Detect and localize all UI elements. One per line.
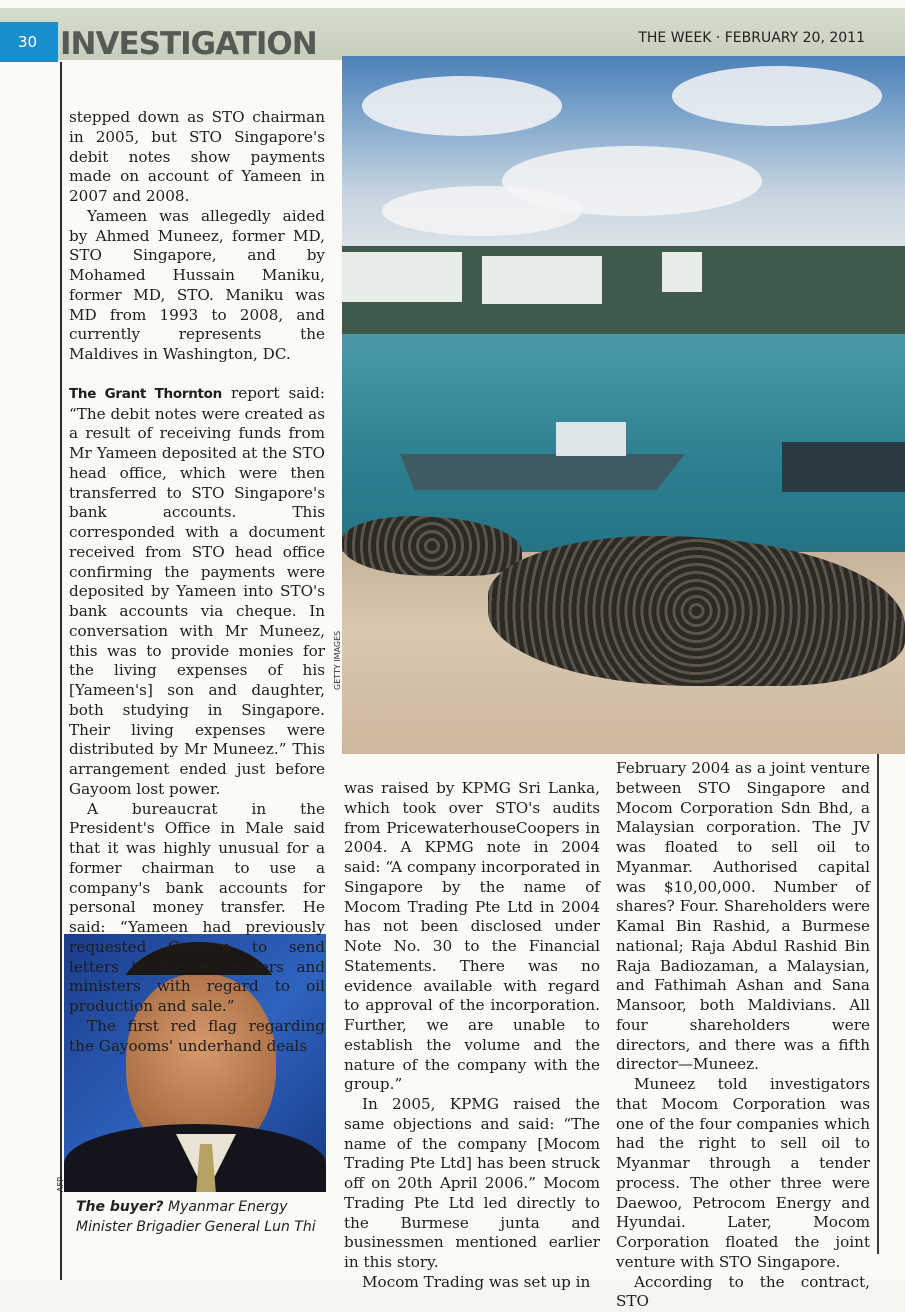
caption-text: Myanmar Energy Minister Brigadier General Lun Thi: [76, 1199, 316, 1235]
paragraph: In 2005, KPMG raised the same objections and said: “The name of the company [Mocom Trading Pte Ltd] has been struck off on 20th April 2006.” Mocom Trading Pte Ltd led directly to the Burmese junta and businessmen mentioned earlier in this story.: [344, 1095, 600, 1273]
photo-building: [342, 252, 462, 302]
run-in-head: The Grant Thornton: [69, 386, 222, 402]
paragraph: According to the contract, STO: [616, 1273, 870, 1312]
portrait-credit: AFP: [56, 1177, 65, 1192]
photo-cloud: [672, 66, 882, 126]
caption-lead: The buyer?: [76, 1199, 164, 1215]
paragraph-text: report said: “The debit notes were created as a result of receiving funds from Mr Yameen deposited at the STO head office, which were then transferred to STO Singapore's bank accounts. This corresponded with a document received from STO head office confirming the payments were deposited by Yameen into STO's bank accounts via cheque. In conversation with Mr Muneez, this was to provide monies for the living expenses of his [Yameen's] son and daughter, both studying in Singapore. Their living expenses were distributed by Mr Muneez.” This arrangement ended just before Gayoom lost power.: [69, 384, 325, 798]
photo-cloud: [362, 76, 562, 136]
photo-building: [662, 252, 702, 292]
paragraph: Muneez told investigators that Mocom Corporation was one of the four companies which had the right to sell oil to Myanmar through a tender process. The other three were Daewoo, Petrocom Energy and Hyundai. Later, Mocom Corporation floated the joint venture with STO Singapore.: [616, 1075, 870, 1273]
portrait-caption: [76, 1197, 326, 1237]
article-column-3: [616, 759, 870, 1312]
column-rule-left: [60, 62, 62, 1280]
paragraph: [69, 384, 325, 800]
issue-line: THE WEEK · FEBRUARY 20, 2011: [638, 30, 865, 46]
harbour-photo: [342, 56, 905, 754]
page-number: 30: [0, 22, 58, 62]
paragraph: A bureaucrat in the President's Office in Male said that it was highly unusual for a former chairman to use a company's bank accounts for personal money transfer. He said: “Yameen had previously requested Gayoom to send letters to foreign leaders and ministers with regard to oil production and sale.”: [69, 800, 325, 1017]
photo-boat-cabin: [556, 422, 626, 456]
article-column-1: [69, 108, 325, 1056]
photo-barge: [782, 442, 905, 492]
photo-credit: GETTY IMAGES: [333, 631, 342, 690]
section-title: INVESTIGATION: [60, 24, 317, 64]
photo-cloud: [382, 186, 582, 236]
photo-boat: [400, 454, 685, 490]
article-column-2: [344, 779, 600, 1293]
photo-building: [482, 256, 602, 304]
paragraph: was raised by KPMG Sri Lanka, which took over STO's audits from PricewaterhouseCoopers in 2004. A KPMG note in 2004 said: “A company incorporated in Singapore by the name of Mocom Trading Pte Ltd in 2004 has not been disclosed under Note No. 30 to the Financial Statements. There was no evidence available with regard to approval of the incorporation. Further, we are unable to establish the volume and the nature of the company with the group.”: [344, 779, 600, 1095]
paragraph: February 2004 as a joint venture between STO Singapore and Mocom Corporation Sdn Bhd, a Malaysian corporation. The JV was floated to sell oil to Myanmar. Authorised capital was $10,00,000. Number of shares? Four. Shareholders were Kamal Bin Rashid, a Burmese national; Raja Abdul Rashid Bin Raja Badiozaman, a Malaysian, and Fathimah Ashan and Sana Mansoor, both Maldivians. All four shareholders were directors, and there was a fifth director—Muneez.: [616, 759, 870, 1075]
column-rule-right: [877, 754, 879, 1254]
paragraph: stepped down as STO chairman in 2005, but STO Singapore's debit notes show payments made on account of Yameen in 2007 and 2008.: [69, 108, 325, 207]
paragraph: Mocom Trading was set up in: [344, 1273, 600, 1293]
paragraph: Yameen was allegedly aided by Ahmed Muneez, former MD, STO Singapore, and by Mohamed Hussain Maniku, former MD, STO. Maniku was MD from 1993 to 2008, and currently represents the Maldives in Washington, DC.: [69, 207, 325, 365]
paragraph: The first red flag regarding the Gayooms' underhand deals: [69, 1017, 325, 1057]
